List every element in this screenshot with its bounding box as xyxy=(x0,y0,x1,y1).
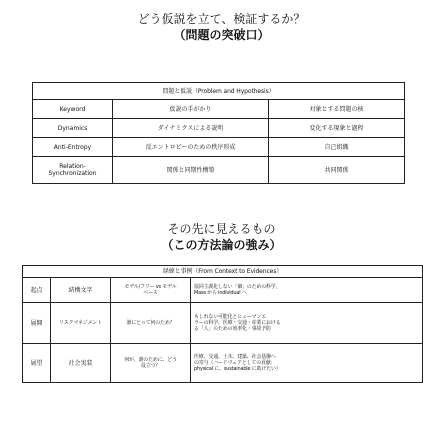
stage-cell: 起点 xyxy=(23,278,51,303)
table1-caption: 問題と仮説（Problem and Hypothesis） xyxy=(33,83,405,100)
theme-cell: リスクマネジメント xyxy=(51,303,111,344)
description-line: 医療、交通、土木、建築、社会基盤へ xyxy=(194,354,276,360)
target-cell: 自己組織 xyxy=(269,138,405,157)
theme-cell: 結構文字 xyxy=(51,278,111,303)
hypothesis-cell: 仮説の手がかり xyxy=(113,100,269,119)
table-row xyxy=(33,138,405,157)
description-line: physical に、sustainable に助けたい） xyxy=(194,366,281,372)
question-cell xyxy=(111,278,191,303)
description-line: ラーの科学、医療・交通・産業における xyxy=(194,320,281,326)
table2-caption-row xyxy=(23,266,423,278)
table-row xyxy=(23,303,423,344)
hypothesis-cell: ダイナミクスによる説明 xyxy=(113,119,269,138)
page-subtitle: （問題の突破口） xyxy=(173,28,270,42)
description-line: Mass から individual へ xyxy=(194,290,247,296)
description-cell xyxy=(191,344,423,383)
page-title: どう仮説を立て、検証するか？ xyxy=(137,12,306,26)
stage-cell: 展望 xyxy=(23,344,51,383)
question-line: 役立つ？ xyxy=(140,363,161,369)
keyword-cell xyxy=(33,157,113,184)
hypothesis-cell: 関係と同期性構築 xyxy=(113,157,269,184)
section-title: その先に見えるもの xyxy=(167,222,276,236)
hypothesis-cell: 反エントロピーのための秩序形成 xyxy=(113,138,269,157)
description-cell xyxy=(191,278,423,303)
description-cell xyxy=(191,303,423,344)
table1-caption-row xyxy=(33,83,405,100)
keyword-line: Synchronization xyxy=(48,170,97,177)
target-cell: 変化する現象と過程 xyxy=(269,119,405,138)
target-cell: 対象とする問題の核 xyxy=(269,100,405,119)
table-row xyxy=(23,278,423,303)
keyword-cell: Dynamics xyxy=(33,119,113,138)
table-row xyxy=(33,100,405,119)
section-subtitle: （この方法論の強み） xyxy=(161,238,282,252)
description-line: る「人」のための効率化・事故予防 xyxy=(194,326,271,332)
question-line: ベース xyxy=(143,290,158,296)
question-line: 誰にとって何のため？ xyxy=(126,320,175,326)
target-cell: 共同関係 xyxy=(269,157,405,184)
description-line: の寄与（ハードウェアとしての貢献： xyxy=(194,360,276,366)
keyword-cell: Keyword xyxy=(33,100,113,119)
description-line: もしれない可能化とヒューマンエ xyxy=(194,314,267,320)
stage-cell: 展開 xyxy=(23,303,51,344)
table-row xyxy=(33,119,405,138)
question-line: 何が、誰のために、どう xyxy=(124,357,177,363)
question-line: モデル/フリー vs モデル xyxy=(124,284,177,290)
question-cell xyxy=(111,303,191,344)
table2-caption: 経緯と事例（From Context to Evidences） xyxy=(23,266,423,278)
context-evidence-table xyxy=(22,265,423,383)
table-row xyxy=(33,157,405,184)
description-line: 協同主義化しない「個」のための科学。 xyxy=(194,284,281,290)
question-cell xyxy=(111,344,191,383)
keyword-cell: Anti-Entropy xyxy=(33,138,113,157)
problem-hypothesis-table xyxy=(32,82,405,184)
table-row xyxy=(23,344,423,383)
keyword-line: Relation- xyxy=(59,163,86,170)
theme-cell: 社会実装 xyxy=(51,344,111,383)
